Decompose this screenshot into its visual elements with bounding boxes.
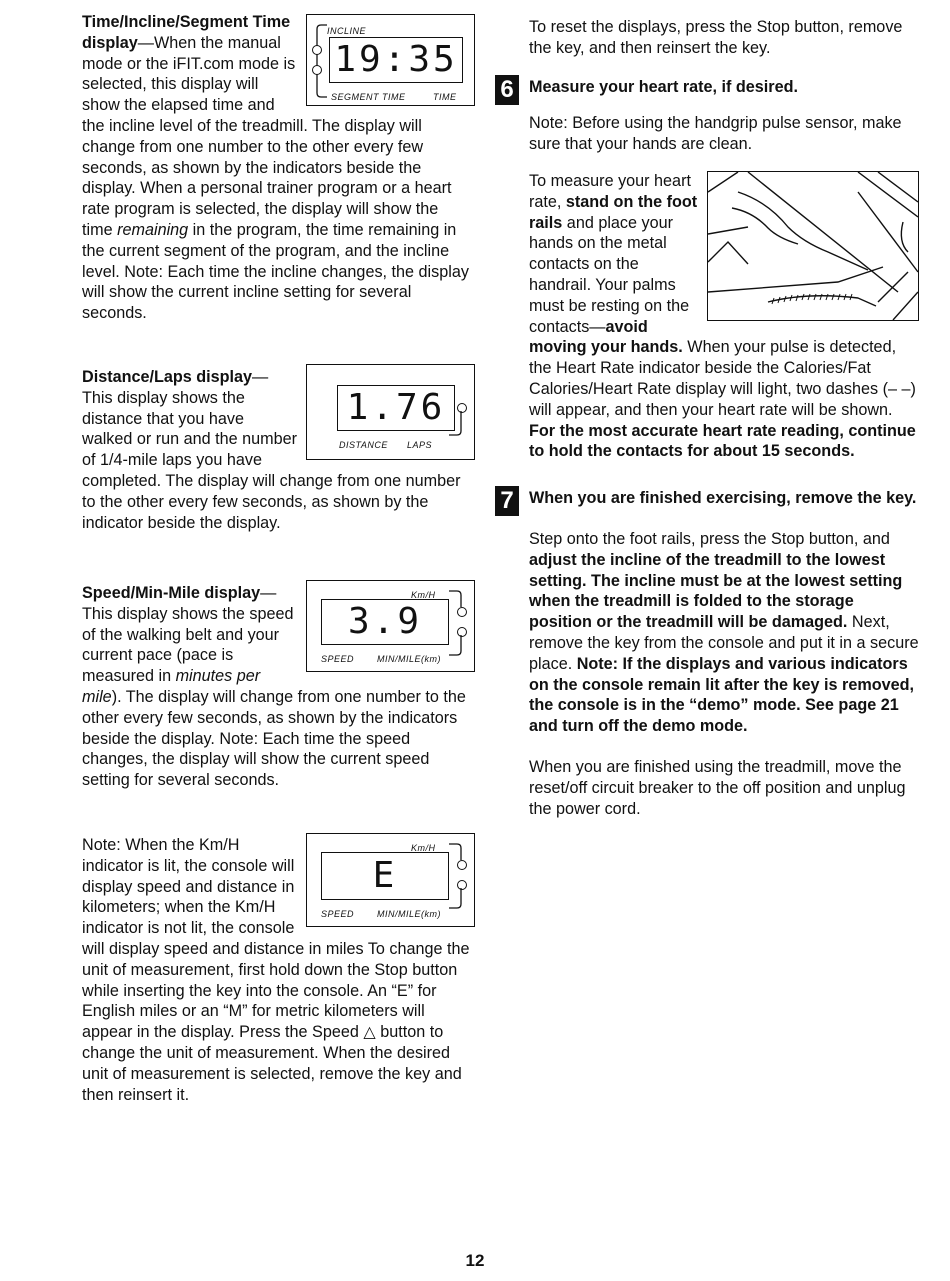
step-6 xyxy=(500,75,919,463)
lcd-value: E xyxy=(372,855,398,896)
lcd-bottom-label: LAPS xyxy=(407,440,433,450)
lcd-bottom-label: MIN/MILE(km) xyxy=(377,909,441,919)
time-lcd-figure xyxy=(306,14,476,106)
unit-note-paragraph: Note: When the Km/H indicator is lit, the console will display speed and distance in kilometers; when the Km/H indicator is not lit, the console will display speed and distance in miles To change the unit of measurement, first hold down the Stop button while inserting the key into the console. An “E” for English miles or an “M” for metric kilometers will appear in the display. Press the Speed △ button to change the unit of measurement. When the desired unit of measurement is selected, remove the key and then reinsert it. xyxy=(82,836,470,1104)
step-heading: Measure your heart rate, if desired. xyxy=(529,77,798,96)
reset-paragraph: To reset the displays, press the Stop button, remove the key, and then reinsert the key. xyxy=(529,18,903,57)
lcd-bottom-label: TIME xyxy=(433,92,457,102)
step-note: Note: Before using the handgrip pulse sensor, make sure that your hands are clean. xyxy=(529,114,902,154)
lcd-bottom-label: SPEED xyxy=(321,654,355,664)
minmile-bracket-icon xyxy=(447,886,467,916)
indicator-dot xyxy=(457,860,467,870)
step-heading: When you are finished exercising, remove the key. xyxy=(529,489,917,508)
right-column xyxy=(500,17,919,819)
lcd-top-label: Km/H xyxy=(411,843,436,853)
heart-rate-paragraph: To measure your heart rate, stand on the foot rails and place your hands on the metal contacts on the handrail. Your palms must be resting on the contacts—avoid moving your hands. When your pulse is detected, the Heart Rate indicator beside the Calories/Fat Calories/Heart Rate display will light, two dashes (– –) will appear, and then your heart rate will be shown. For the most accurate heart rate reading, continue to hold the contacts for about 15 seconds. xyxy=(529,171,916,461)
time-section xyxy=(82,12,472,347)
distance-lcd-figure xyxy=(306,364,476,460)
page-number: 12 xyxy=(465,1251,485,1270)
step-number-badge: 7 xyxy=(495,486,519,516)
lcd-value: 3.9 xyxy=(347,601,423,642)
lcd-screen xyxy=(329,37,463,83)
hand-on-handrail-icon xyxy=(708,172,918,320)
section-heading: Distance/Laps display xyxy=(82,368,253,386)
laps-bracket-icon xyxy=(445,409,465,439)
lcd-bottom-label: SEGMENT TIME xyxy=(331,92,406,102)
unit-note-section xyxy=(82,835,472,1105)
left-column xyxy=(82,12,472,1105)
heart-rate-block xyxy=(529,171,919,462)
lcd-bottom-label: MIN/MILE(km) xyxy=(377,654,441,664)
indicator-dot xyxy=(312,65,322,75)
section-heading: Speed/Min-Mile display xyxy=(82,584,261,602)
distance-paragraph: Distance/Laps display—This display shows the distance that you have walked or run and the number of 1/4-mile laps you have completed. The display will change from one number to the other every few seconds, as shown by the indicator beside the display. xyxy=(82,368,461,532)
unit-lcd-figure xyxy=(306,833,476,927)
speed-section xyxy=(82,583,472,815)
lcd-screen xyxy=(321,852,449,900)
step7-paragraph: Step onto the foot rails, press the Stop button, and adjust the incline of the treadmill to the lowest setting. The incline must be at the lowest setting when the treadmill is folded to the storage position or the treadmill will be damaged. Next, remove the key from the console and put it in a secure place. Note: If the displays and various indicators on the console remain lit after the key is removed, the console is in the “demo” mode. See page 21 and turn off the demo mode. xyxy=(529,529,919,736)
minmile-bracket-icon xyxy=(447,633,467,663)
speed-paragraph: Speed/Min-Mile display—This display shows the speed of the walking belt and your current pace (pace is measured in minutes per mile). The display will change from one number to the other every few seconds, as shown by the indicators beside the display. Note: Each time the speed changes, the display will show the current speed setting for several seconds. xyxy=(82,584,466,790)
time-paragraph: Time/Incline/Segment Time display—When the manual mode or the iFIT.com mode is selected, this display will show the elapsed time and the incline level of the treadmill. The display will change from one number to the other every few seconds, as shown by the indicators beside the display. When a personal trainer program or a heart rate program is selected, the display will show the time remaining in the program, the time remaining in the current segment of the program, and the incline level. Note: Each time the incline changes, the display will show the current incline setting for several seconds. xyxy=(82,13,469,323)
step-number-badge: 6 xyxy=(495,75,519,105)
indicator-dot xyxy=(312,45,322,55)
lcd-value: 19:35 xyxy=(334,39,458,80)
lcd-screen xyxy=(321,599,449,645)
step7-paragraph-2: When you are finished using the treadmill, move the reset/off circuit breaker to the off position and unplug the power cord. xyxy=(529,757,906,818)
indicator-dot xyxy=(457,607,467,617)
lcd-top-label: INCLINE xyxy=(327,26,367,36)
speed-lcd-figure xyxy=(306,580,476,672)
lcd-screen xyxy=(337,385,455,431)
step-7 xyxy=(500,487,919,819)
section-heading: Time/Incline/Segment Time display xyxy=(82,13,291,52)
handrail-illustration xyxy=(707,171,919,321)
lcd-bottom-label: DISTANCE xyxy=(339,440,388,450)
distance-section xyxy=(82,367,472,557)
lcd-value: 1.76 xyxy=(346,387,446,428)
lcd-bottom-label: SPEED xyxy=(321,909,355,919)
lcd-top-label: Km/H xyxy=(411,590,436,600)
